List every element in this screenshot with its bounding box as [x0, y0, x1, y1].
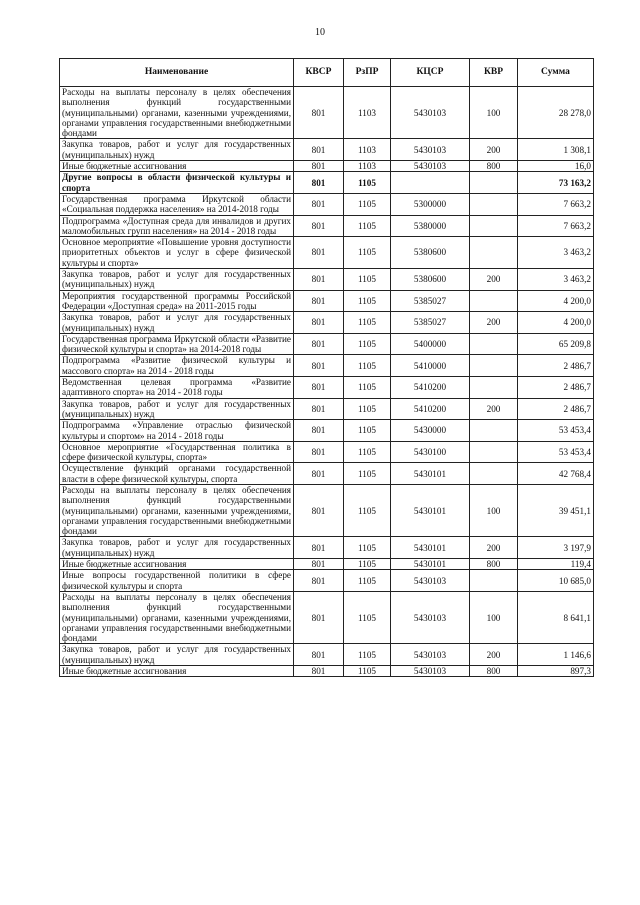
- table-row: [60, 463, 594, 485]
- table-row: [60, 215, 594, 237]
- cell-sum: 39 451,1: [518, 484, 594, 536]
- cell-kvsr: 801: [294, 87, 344, 139]
- cell-kvsr: 801: [294, 333, 344, 355]
- cell-kcsr: 5410200: [391, 398, 470, 420]
- table-row: [60, 398, 594, 420]
- cell-kcsr: 5430103: [391, 570, 470, 592]
- cell-kcsr: 5430103: [391, 161, 470, 172]
- cell-sum: 7 663,2: [518, 193, 594, 215]
- cell-kcsr: 5430100: [391, 441, 470, 463]
- cell-name: Закупка товаров, работ и услуг для государственных (муниципальных) нужд: [60, 537, 294, 559]
- cell-rzpr: 1105: [344, 441, 391, 463]
- cell-kvr: [470, 420, 518, 442]
- cell-name: Расходы на выплаты персоналу в целях обеспечения выполнения функций государственными (муниципальными) органами, казенными учреждениями, органами управления государственными внебюджетными фондами: [60, 484, 294, 536]
- cell-kvr: [470, 570, 518, 592]
- cell-sum: 4 200,0: [518, 290, 594, 312]
- cell-rzpr: 1105: [344, 237, 391, 269]
- cell-kvsr: 801: [294, 215, 344, 237]
- cell-name: Закупка товаров, работ и услуг для государственных (муниципальных) нужд: [60, 644, 294, 666]
- cell-rzpr: 1103: [344, 87, 391, 139]
- cell-rzpr: 1105: [344, 644, 391, 666]
- table-row: [60, 237, 594, 269]
- cell-name: Другие вопросы в области физической культуры и спорта: [60, 172, 294, 194]
- table-row: [60, 644, 594, 666]
- cell-sum: 10 685,0: [518, 570, 594, 592]
- header-sum: Сумма: [518, 59, 594, 87]
- cell-rzpr: 1105: [344, 591, 391, 643]
- table-row: [60, 87, 594, 139]
- table-row: [60, 269, 594, 291]
- cell-name: Расходы на выплаты персоналу в целях обеспечения выполнения функций государственными (муниципальными) органами, казенными учреждениями, органами управления государственными внебюджетными фондами: [60, 591, 294, 643]
- cell-kvr: 200: [470, 269, 518, 291]
- cell-kcsr: [391, 172, 470, 194]
- cell-name: Подпрограмма «Доступная среда для инвалидов и других маломобильных групп населения» на 2014 - 2018 годы: [60, 215, 294, 237]
- cell-rzpr: 1105: [344, 215, 391, 237]
- header-row: [60, 59, 594, 87]
- cell-kvsr: 801: [294, 570, 344, 592]
- cell-sum: 7 663,2: [518, 215, 594, 237]
- cell-kvsr: 801: [294, 591, 344, 643]
- cell-rzpr: 1105: [344, 666, 391, 677]
- cell-sum: 42 768,4: [518, 463, 594, 485]
- cell-kvsr: 801: [294, 237, 344, 269]
- cell-name: Основное мероприятие «Повышение уровня доступности приоритетных объектов и услуг в сфере физической культуры и спорта»: [60, 237, 294, 269]
- cell-name: Иные вопросы государственной политики в сфере физической культуры и спорта: [60, 570, 294, 592]
- cell-kcsr: 5430101: [391, 537, 470, 559]
- cell-name: Иные бюджетные ассигнования: [60, 666, 294, 677]
- table-row: [60, 537, 594, 559]
- header-kvsr: КВСР: [294, 59, 344, 87]
- cell-kvr: [470, 355, 518, 377]
- cell-kvr: [470, 333, 518, 355]
- cell-rzpr: 1103: [344, 161, 391, 172]
- cell-rzpr: 1105: [344, 355, 391, 377]
- cell-rzpr: 1105: [344, 559, 391, 570]
- cell-rzpr: 1105: [344, 398, 391, 420]
- cell-sum: 4 200,0: [518, 312, 594, 334]
- cell-kvr: [470, 172, 518, 194]
- table-row: [60, 193, 594, 215]
- table-row: [60, 333, 594, 355]
- cell-rzpr: 1105: [344, 333, 391, 355]
- table-row: [60, 290, 594, 312]
- cell-kvsr: 801: [294, 290, 344, 312]
- cell-kvsr: 801: [294, 161, 344, 172]
- cell-kvsr: 801: [294, 172, 344, 194]
- cell-kcsr: 5300000: [391, 193, 470, 215]
- cell-rzpr: 1105: [344, 484, 391, 536]
- cell-kvr: 200: [470, 537, 518, 559]
- cell-rzpr: 1105: [344, 537, 391, 559]
- cell-name: Подпрограмма «Развитие физической культуры и массового спорта» на 2014 - 2018 годы: [60, 355, 294, 377]
- cell-sum: 897,3: [518, 666, 594, 677]
- cell-kvsr: 801: [294, 398, 344, 420]
- cell-sum: 53 453,4: [518, 420, 594, 442]
- cell-kcsr: 5430103: [391, 666, 470, 677]
- cell-name: Осуществление функций органами государственной власти в сфере физической культуры, спорта: [60, 463, 294, 485]
- cell-sum: 16,0: [518, 161, 594, 172]
- page-number: 10: [315, 27, 325, 38]
- cell-kvr: [470, 441, 518, 463]
- cell-rzpr: 1105: [344, 312, 391, 334]
- table-row: [60, 666, 594, 677]
- cell-kvsr: 801: [294, 139, 344, 161]
- header-kvr: КВР: [470, 59, 518, 87]
- cell-kcsr: 5380600: [391, 237, 470, 269]
- cell-kvsr: 801: [294, 463, 344, 485]
- cell-kvsr: 801: [294, 312, 344, 334]
- table-row: [60, 312, 594, 334]
- header-kcsr: КЦСР: [391, 59, 470, 87]
- header-rzpr: РзПР: [344, 59, 391, 87]
- table-row: [60, 355, 594, 377]
- cell-name: Закупка товаров, работ и услуг для государственных (муниципальных) нужд: [60, 139, 294, 161]
- cell-kvr: 100: [470, 484, 518, 536]
- cell-kvsr: 801: [294, 666, 344, 677]
- cell-sum: 53 453,4: [518, 441, 594, 463]
- cell-kvsr: 801: [294, 644, 344, 666]
- cell-name: Государственная программа Иркутской области «Социальная поддержка населения» на 2014-2018 годы: [60, 193, 294, 215]
- cell-kcsr: 5430101: [391, 484, 470, 536]
- cell-sum: 119,4: [518, 559, 594, 570]
- cell-name: Закупка товаров, работ и услуг для государственных (муниципальных) нужд: [60, 269, 294, 291]
- cell-name: Мероприятия государственной программы Российской Федерации «Доступная среда» на 2011-2015 годы: [60, 290, 294, 312]
- table-row: [60, 377, 594, 399]
- cell-sum: 65 209,8: [518, 333, 594, 355]
- cell-sum: 8 641,1: [518, 591, 594, 643]
- header-name: Наименование: [60, 59, 294, 87]
- cell-rzpr: 1105: [344, 420, 391, 442]
- cell-rzpr: 1105: [344, 377, 391, 399]
- cell-kvsr: 801: [294, 269, 344, 291]
- table-row: [60, 161, 594, 172]
- cell-kvr: 200: [470, 139, 518, 161]
- cell-kcsr: 5430103: [391, 591, 470, 643]
- table-row: [60, 420, 594, 442]
- cell-rzpr: 1105: [344, 193, 391, 215]
- cell-kcsr: 5385027: [391, 312, 470, 334]
- cell-name: Закупка товаров, работ и услуг для государственных (муниципальных) нужд: [60, 398, 294, 420]
- cell-name: Ведомственная целевая программа «Развитие адаптивного спорта» на 2014 - 2018 годы: [60, 377, 294, 399]
- cell-sum: 3 463,2: [518, 237, 594, 269]
- cell-kvsr: 801: [294, 537, 344, 559]
- cell-rzpr: 1105: [344, 570, 391, 592]
- cell-sum: 3 463,2: [518, 269, 594, 291]
- cell-kvr: [470, 377, 518, 399]
- cell-kcsr: 5410000: [391, 355, 470, 377]
- cell-sum: 1 146,6: [518, 644, 594, 666]
- cell-kvsr: 801: [294, 484, 344, 536]
- table-row: [60, 559, 594, 570]
- cell-name: Иные бюджетные ассигнования: [60, 161, 294, 172]
- cell-sum: 2 486,7: [518, 398, 594, 420]
- table-row: [60, 172, 594, 194]
- budget-table: [59, 58, 594, 677]
- cell-kvr: 100: [470, 87, 518, 139]
- cell-kvsr: 801: [294, 193, 344, 215]
- cell-kvr: [470, 463, 518, 485]
- table-row: [60, 441, 594, 463]
- cell-kvr: 200: [470, 644, 518, 666]
- cell-kcsr: 5380000: [391, 215, 470, 237]
- cell-rzpr: 1103: [344, 139, 391, 161]
- cell-kvr: 800: [470, 666, 518, 677]
- table-body: [60, 87, 594, 677]
- cell-kcsr: 5430101: [391, 559, 470, 570]
- cell-rzpr: 1105: [344, 269, 391, 291]
- cell-kvr: 200: [470, 398, 518, 420]
- cell-kvr: 100: [470, 591, 518, 643]
- cell-name: Иные бюджетные ассигнования: [60, 559, 294, 570]
- cell-kvr: [470, 237, 518, 269]
- cell-name: Расходы на выплаты персоналу в целях обеспечения выполнения функций государственными (муниципальными) органами, казенными учреждениями, органами управления государственными внебюджетными фондами: [60, 87, 294, 139]
- cell-rzpr: 1105: [344, 172, 391, 194]
- cell-rzpr: 1105: [344, 463, 391, 485]
- cell-name: Основное мероприятие «Государственная политика в сфере физической культуры, спорта»: [60, 441, 294, 463]
- cell-kvsr: 801: [294, 377, 344, 399]
- cell-sum: 73 163,2: [518, 172, 594, 194]
- cell-kcsr: 5385027: [391, 290, 470, 312]
- cell-sum: 2 486,7: [518, 377, 594, 399]
- cell-kvsr: 801: [294, 355, 344, 377]
- cell-rzpr: 1105: [344, 290, 391, 312]
- cell-kvr: 200: [470, 312, 518, 334]
- cell-kvsr: 801: [294, 559, 344, 570]
- cell-name: Подпрограмма «Управление отраслью физической культуры и спортом» на 2014 - 2018 годы: [60, 420, 294, 442]
- cell-kcsr: 5430101: [391, 463, 470, 485]
- cell-name: Государственная программа Иркутской области «Развитие физической культуры и спорта» на 2014-2018 годы: [60, 333, 294, 355]
- cell-kcsr: 5430103: [391, 87, 470, 139]
- table-row: [60, 139, 594, 161]
- cell-kvr: 800: [470, 161, 518, 172]
- cell-kvsr: 801: [294, 441, 344, 463]
- cell-kcsr: 5410200: [391, 377, 470, 399]
- cell-kvr: [470, 215, 518, 237]
- cell-kvr: [470, 193, 518, 215]
- cell-kcsr: 5400000: [391, 333, 470, 355]
- cell-kcsr: 5430103: [391, 139, 470, 161]
- cell-sum: 28 278,0: [518, 87, 594, 139]
- cell-kcsr: 5380600: [391, 269, 470, 291]
- table-header: [60, 59, 594, 87]
- cell-kcsr: 5430103: [391, 644, 470, 666]
- cell-kvr: 800: [470, 559, 518, 570]
- cell-sum: 1 308,1: [518, 139, 594, 161]
- cell-kcsr: 5430000: [391, 420, 470, 442]
- cell-sum: 2 486,7: [518, 355, 594, 377]
- table-row: [60, 591, 594, 643]
- cell-sum: 3 197,9: [518, 537, 594, 559]
- cell-kvsr: 801: [294, 420, 344, 442]
- table-row: [60, 484, 594, 536]
- cell-name: Закупка товаров, работ и услуг для государственных (муниципальных) нужд: [60, 312, 294, 334]
- table-row: [60, 570, 594, 592]
- cell-kvr: [470, 290, 518, 312]
